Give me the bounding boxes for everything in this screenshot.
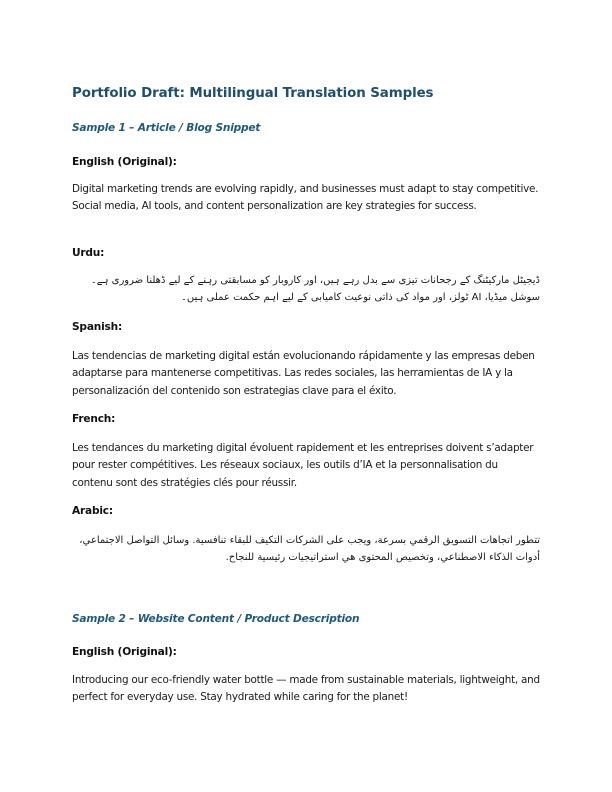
sample-1-spanish-label: Spanish: [72, 321, 123, 333]
sample-1-arabic-label: Arabic: [72, 505, 113, 517]
sample-2-heading: Sample 2 – Website Content / Product Description [72, 613, 360, 625]
sample-1-english-label: English (Original): [72, 156, 177, 168]
document-title: Portfolio Draft: Multilingual Translation Samples [72, 86, 434, 101]
sample-1-arabic-text: تتطور اتجاهات التسويق الرقمي بسرعة، ويجب على الشركات التكيف للبقاء تنافسية. وسائل التواصل الاجتماعي، أدوات الذكاء الاصطناعي، وتخصيص المحتوى هي استراتيجيات رئيسية للنجاح. [79, 535, 540, 563]
sample-1-heading: Sample 1 – Article / Blog Snippet [72, 122, 261, 134]
sample-1-english-text: Digital marketing trends are evolving rapidly, and businesses must adapt to stay competitive. Social media, AI tools, and content personalization are key strategies for success. [72, 183, 539, 213]
sample-1-spanish-text: Las tendencias de marketing digital están evolucionando rápidamente y las empresas deben adaptarse para mantenerse competitivas. Las redes sociales, las herramientas de IA y la personalización del contenido son estrategias clave para el éxito. [72, 350, 535, 397]
sample-1-french-text: Les tendances du marketing digital évoluent rapidement et les entreprises doivent s’adapter pour rester compétitives. Les réseaux sociaux, les outils d’IA et la personnalisation du contenu sont des stratégies clés pour réussir. [72, 442, 534, 489]
sample-1-french-label: French: [72, 413, 116, 425]
sample-1-urdu-label: Urdu: [72, 247, 105, 259]
sample-1-urdu-text: ڈیجیٹل مارکیٹنگ کے رجحانات تیزی سے بدل رہے ہیں، اور کاروبار کو مسابقتی رہنے کے لیے ڈھلنا ضروری ہے۔ سوشل میڈیا، AI ٹولز، اور مواد کی ذاتی نوعیت کامیابی کے لیے اہم حکمت عملی ہیں۔ [90, 275, 540, 303]
sample-2-english-label: English (Original): [72, 646, 177, 658]
sample-2-english-text: Introducing our eco-friendly water bottle — made from sustainable materials, lightweight, and perfect for everyday use. Stay hydrated while caring for the planet! [72, 674, 540, 704]
